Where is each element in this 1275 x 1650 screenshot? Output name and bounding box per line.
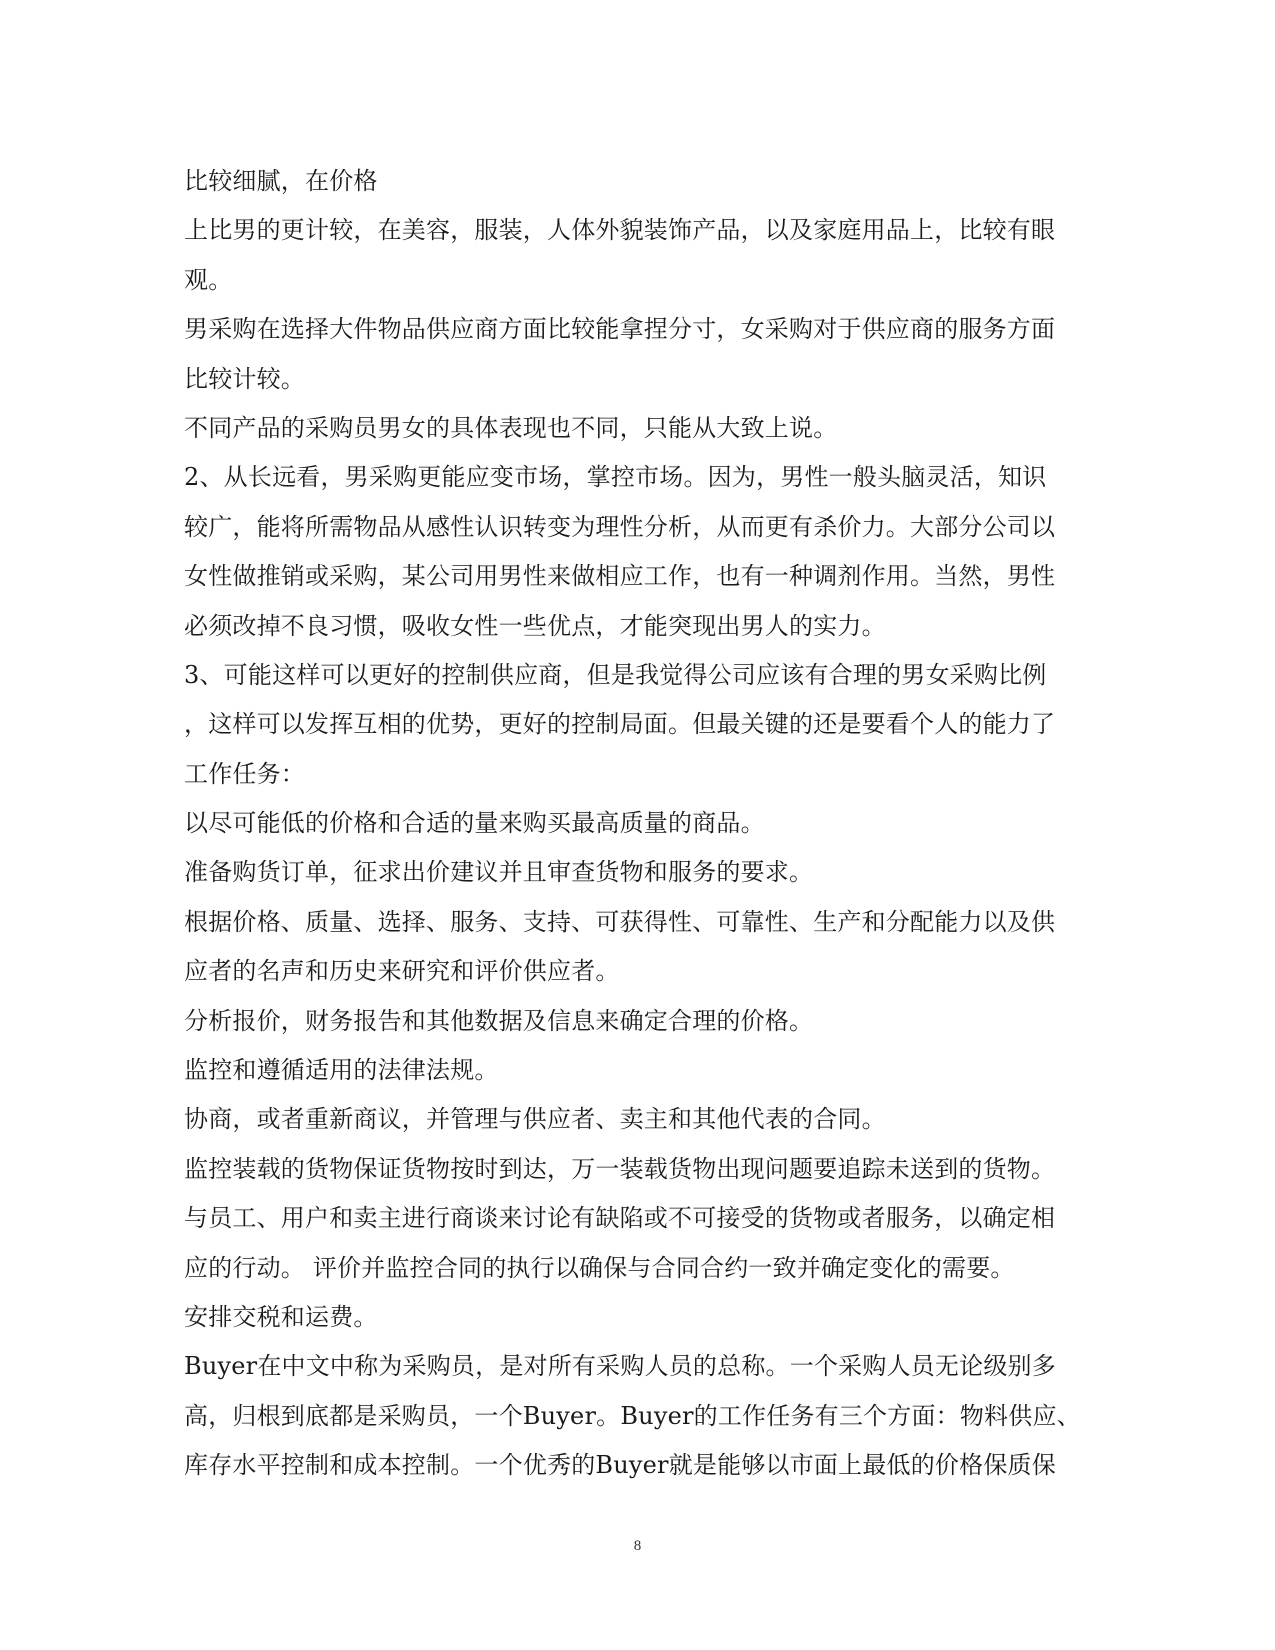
text-line: 监控和遵循适用的法律法规。 xyxy=(184,1056,499,1085)
text-line: 以尽可能低的价格和合适的量来购买最高质量的商品。 xyxy=(184,809,765,838)
text-line: Buyer在中文中称为采购员，是对所有采购人员的总称。一个采购人员无论级别多 xyxy=(184,1352,1056,1381)
text-line: ，这样可以发挥互相的优势，更好的控制局面。但最关键的还是要看个人的能力了 xyxy=(184,710,1056,739)
text-line: 高，归根到底都是采购员，一个Buyer。Buyer的工作任务有三个方面：物料供应、 xyxy=(184,1401,1081,1430)
text-line: 必须改掉不良习惯，吸收女性一些优点，才能突现出男人的实力。 xyxy=(184,611,886,640)
text-line: 库存水平控制和成本控制。一个优秀的Buyer就是能够以市面上最低的价格保质保 xyxy=(184,1451,1056,1480)
text-line: 2、从长远看，男采购更能应变市场，掌控市场。因为，男性一般头脑灵活，知识 xyxy=(184,463,1047,492)
text-line: 监控装载的货物保证货物按时到达，万一装载货物出现问题要追踪未送到的货物。 xyxy=(184,1154,1056,1183)
text-line: 准备购货订单，征求出价建议并且审查货物和服务的要求。 xyxy=(184,858,814,887)
text-line: 应的行动。 评价并监控合同的执行以确保与合同合约一致并确定变化的需要。 xyxy=(184,1253,1015,1282)
text-line: 3、可能这样可以更好的控制供应商，但是我觉得公司应该有合理的男女采购比例 xyxy=(184,660,1047,689)
text-line: 协商，或者重新商议，并管理与供应者、卖主和其他代表的合同。 xyxy=(184,1105,886,1134)
text-line: 比较计较。 xyxy=(184,364,305,393)
text-line: 应者的名声和历史来研究和评价供应者。 xyxy=(184,957,620,986)
page-number: 8 xyxy=(633,1538,642,1554)
text-line: 女性做推销或采购，某公司用男性来做相应工作，也有一种调剂作用。当然，男性 xyxy=(184,562,1056,591)
text-line: 与员工、用户和卖主进行商谈来讨论有缺陷或不可接受的货物或者服务，以确定相 xyxy=(184,1204,1056,1233)
text-line: 不同产品的采购员男女的具体表现也不同，只能从大致上说。 xyxy=(184,413,838,442)
text-line: 观。 xyxy=(184,265,233,294)
text-line: 安排交税和运费。 xyxy=(184,1302,378,1331)
text-line: 根据价格、质量、选择、服务、支持、可获得性、可靠性、生产和分配能力以及供 xyxy=(184,907,1056,936)
text-line: 男采购在选择大件物品供应商方面比较能拿捏分寸，女采购对于供应商的服务方面 xyxy=(184,315,1056,344)
document-body xyxy=(184,157,1084,1491)
text-line: 较广，能将所需物品从感性认识转变为理性分析，从而更有杀价力。大部分公司以 xyxy=(184,512,1056,541)
text-line: 比较细腻，在价格 xyxy=(184,167,378,195)
text-line: 上比男的更计较，在美容，服装，人体外貌装饰产品，以及家庭用品上，比较有眼 xyxy=(184,216,1056,245)
section-heading: 工作任务： xyxy=(184,759,305,788)
text-line: 分析报价，财务报告和其他数据及信息来确定合理的价格。 xyxy=(184,1006,814,1035)
